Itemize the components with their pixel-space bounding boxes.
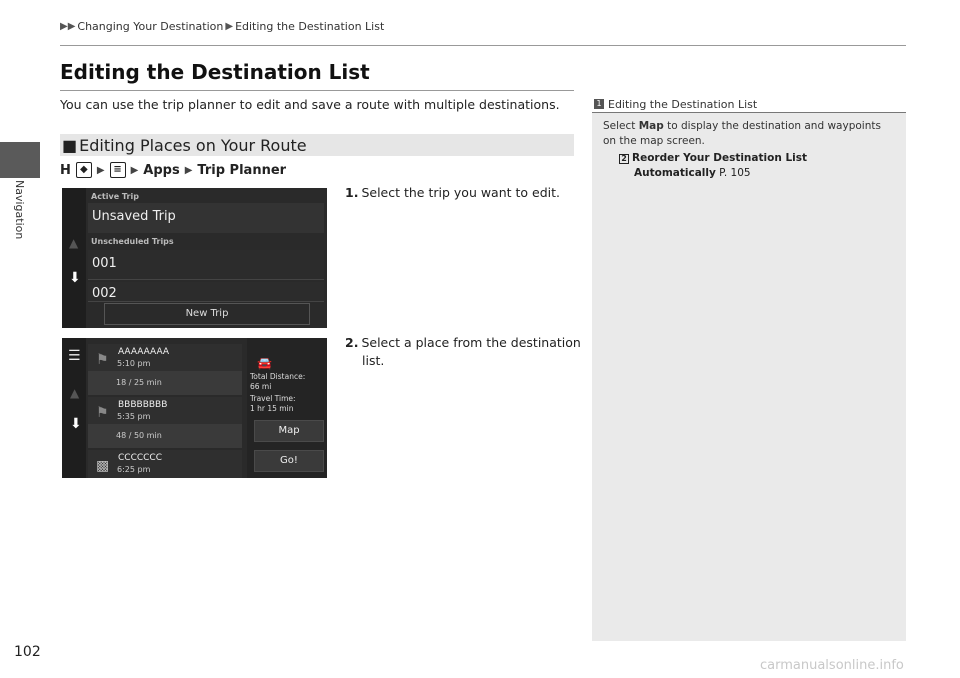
watermark: carmanualsonline.info <box>760 658 904 673</box>
map-button[interactable]: Map <box>254 420 324 442</box>
step-text: Select the trip you want to edit. <box>361 185 561 200</box>
destination-name: CCCCCCC <box>118 453 162 463</box>
home-button-icon: H <box>60 162 71 178</box>
path-arrow-icon: ▶ <box>96 164 105 176</box>
note-box <box>592 96 906 641</box>
note-header <box>592 96 906 113</box>
trip-row[interactable]: 001 <box>88 250 324 280</box>
total-distance-label: Total Distance: <box>250 372 306 381</box>
destination-time: 6:25 pm <box>117 465 151 474</box>
breadcrumb-separator-icon: ▶ <box>225 21 234 32</box>
section-tab <box>0 142 40 178</box>
title-divider <box>60 90 574 91</box>
reference-title-cont: Automatically <box>634 167 716 179</box>
scroll-rail <box>62 188 86 328</box>
trip-summary-panel <box>247 338 327 478</box>
page-number: 102 <box>14 644 41 660</box>
path-arrow-icon: ▶ <box>184 164 193 176</box>
leg-info: 18 / 25 min <box>116 378 162 387</box>
leg-info: 48 / 50 min <box>116 431 162 440</box>
step-text-continued: list. <box>362 353 385 368</box>
section-header <box>60 134 574 156</box>
travel-time-label: Travel Time: <box>250 394 296 403</box>
section-label: Navigation <box>13 180 26 240</box>
reference-page: P. 105 <box>715 167 751 179</box>
section-square-icon: ■ <box>62 135 78 155</box>
breadcrumb <box>60 20 384 33</box>
menu-button-icon: ≡ <box>110 162 126 178</box>
flag-icon: ⚑ <box>96 405 109 421</box>
trip-list-screen <box>62 188 327 328</box>
active-trip-row[interactable]: Unsaved Trip <box>88 203 324 233</box>
unscheduled-trips-label: Unscheduled Trips <box>91 237 174 246</box>
step-1 <box>345 184 560 202</box>
destination-item[interactable] <box>88 397 242 427</box>
breadcrumb-link-editing-list[interactable]: Editing the Destination List <box>235 20 385 33</box>
step-2 <box>345 334 581 370</box>
scroll-down-icon[interactable]: ⬇ <box>69 270 81 286</box>
go-button[interactable]: Go! <box>254 450 324 472</box>
breadcrumb-link-changing-destination[interactable]: Changing Your Destination <box>77 20 224 33</box>
header-divider <box>60 45 906 46</box>
cross-reference[interactable] <box>619 151 807 181</box>
new-trip-button[interactable]: New Trip <box>104 303 310 325</box>
path-step-apps: Apps <box>143 162 180 178</box>
breadcrumb-arrow-icon: ▶▶ <box>60 21 76 32</box>
route-leg <box>88 424 242 448</box>
reference-title: Reorder Your Destination List <box>632 152 808 164</box>
note-title: Editing the Destination List <box>608 97 758 111</box>
route-leg <box>88 371 242 395</box>
path-arrow-icon: ▶ <box>130 164 139 176</box>
scroll-up-icon[interactable]: ▲ <box>70 386 80 400</box>
destination-time: 5:35 pm <box>117 412 151 421</box>
note-map-keyword: Map <box>638 120 664 132</box>
step-text: Select a place from the destination <box>361 335 581 350</box>
destination-name: BBBBBBBB <box>118 400 168 410</box>
destination-time: 5:10 pm <box>117 359 151 368</box>
active-trip-label: Active Trip <box>91 192 139 201</box>
reference-arrow-icon: 2 <box>619 154 629 164</box>
trip-row[interactable]: 002 <box>88 282 324 302</box>
scroll-rail <box>62 338 86 478</box>
travel-time-value: 1 hr 15 min <box>250 404 294 413</box>
path-step-trip-planner: Trip Planner <box>197 162 287 178</box>
note-text: on the map screen. <box>603 135 705 147</box>
intro-text: You can use the trip planner to edit and save a route with multiple destinations. <box>60 97 560 112</box>
car-icon: 🚘 <box>257 356 272 370</box>
flag-icon: ⚑ <box>96 352 109 368</box>
step-number: 2. <box>345 335 359 350</box>
step-number: 1. <box>345 185 359 200</box>
note-text: Select <box>603 120 639 132</box>
map-button-icon: ◆ <box>76 162 92 178</box>
page-title: Editing the Destination List <box>60 60 370 84</box>
total-distance-value: 66 mi <box>250 382 272 391</box>
note-icon: 1 <box>594 99 604 109</box>
menu-icon[interactable]: ☰ <box>68 348 81 364</box>
destination-item[interactable] <box>88 450 242 478</box>
note-text: to display the destination and waypoints <box>663 120 881 132</box>
section-title: Editing Places on Your Route <box>79 135 307 155</box>
destination-name: AAAAAAAA <box>118 347 170 357</box>
destination-item[interactable] <box>88 344 242 374</box>
scroll-up-icon[interactable]: ▲ <box>69 236 79 250</box>
scroll-down-icon[interactable]: ⬇ <box>70 416 82 432</box>
checkered-flag-icon: ▩ <box>96 458 110 474</box>
menu-path <box>60 162 286 178</box>
note-body <box>603 119 898 149</box>
destination-list-screen <box>62 338 327 478</box>
